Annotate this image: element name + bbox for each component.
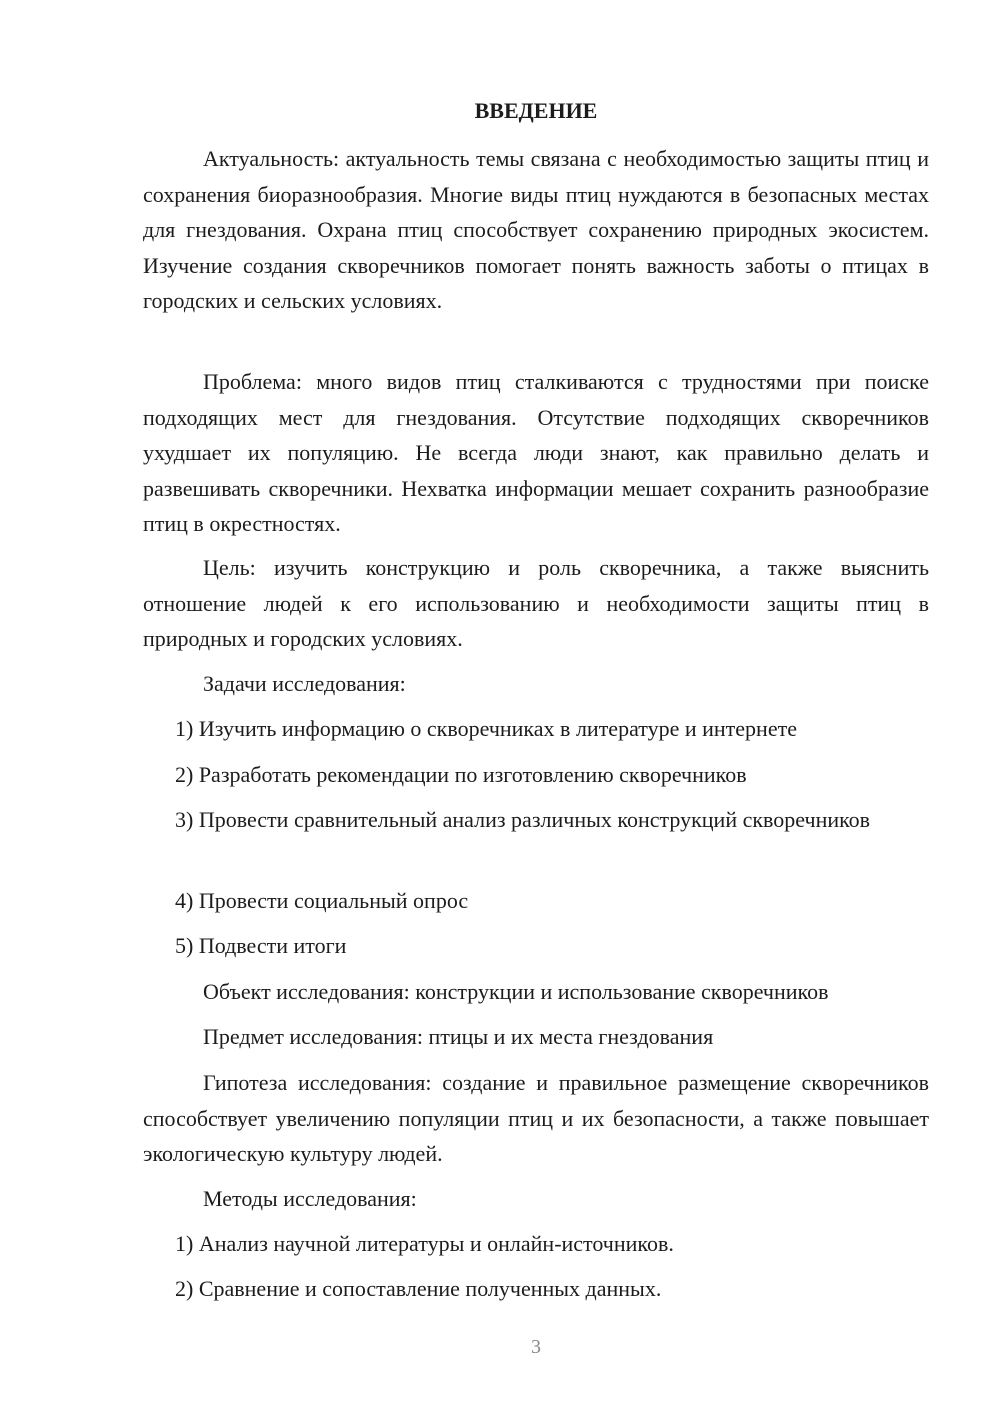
problem-paragraph xyxy=(143,364,929,542)
method-item-1-block xyxy=(143,1226,929,1262)
methods-heading: Методы исследования: xyxy=(203,1186,417,1211)
problem-text: Проблема: много видов птиц сталкиваются с трудностями при поиске подходящих мест для гнездования. Отсутствие подходящих скворечников ухудшает их популяцию. Не всегда люди знают, как правильно делать и развешивать скворечники. Нехватка информации мешает сохранить разнообразие птиц в окрестностях. xyxy=(143,369,929,537)
method-item: 2) Сравнение и сопоставление полученных данных. xyxy=(175,1276,662,1301)
task-item-5-block xyxy=(143,928,929,964)
hypothesis-paragraph xyxy=(143,1065,929,1172)
research-object: Объект исследования: конструкции и использование скворечников xyxy=(203,979,829,1004)
task-item: 4) Провести социальный опрос xyxy=(175,888,469,913)
relevance-paragraph xyxy=(143,141,929,319)
subject-block xyxy=(143,1019,929,1055)
tasks-heading: Задачи исследования: xyxy=(203,671,406,696)
page-number: 3 xyxy=(531,1336,541,1358)
task-item: 3) Провести сравнительный анализ различных конструкций скворечников xyxy=(175,807,871,832)
relevance-text: Актуальность: актуальность темы связана с необходимостью защиты птиц и сохранения биоразнообразия. Многие виды птиц нуждаются в безопасных местах для гнездования. Охрана птиц способствует сохранению природных экосистем. Изучение создания скворечников помогает понять важность заботы о птицах в городских и сельских условиях. xyxy=(143,146,929,314)
methods-heading-block xyxy=(143,1181,929,1217)
task-item-3-block xyxy=(143,802,929,838)
task-item-2-block xyxy=(143,757,929,793)
task-item: 2) Разработать рекомендации по изготовлению скворечников xyxy=(175,762,747,787)
task-item-4-block xyxy=(143,883,929,919)
task-item: 1) Изучить информацию о скворечниках в литературе и интернете xyxy=(175,716,797,741)
tasks-heading-block xyxy=(143,666,929,702)
method-item-2-block xyxy=(143,1271,929,1307)
object-block xyxy=(143,974,929,1010)
method-item: 1) Анализ научной литературы и онлайн-источников. xyxy=(175,1231,674,1256)
goal-paragraph xyxy=(143,550,929,657)
research-subject: Предмет исследования: птицы и их места гнездования xyxy=(203,1024,714,1049)
hypothesis-text: Гипотеза исследования: создание и правильное размещение скворечников способствует увеличению популяции птиц и их безопасности, а также повышает экологическую культуру людей. xyxy=(143,1070,929,1167)
goal-text: Цель: изучить конструкцию и роль скворечника, а также выяснить отношение людей к его использованию и необходимости защиты птиц в природных и городских условиях. xyxy=(143,555,929,652)
task-item-1-block xyxy=(143,711,929,747)
page-title: ВВЕДЕНИЕ xyxy=(474,98,598,123)
task-item: 5) Подвести итоги xyxy=(175,933,347,958)
